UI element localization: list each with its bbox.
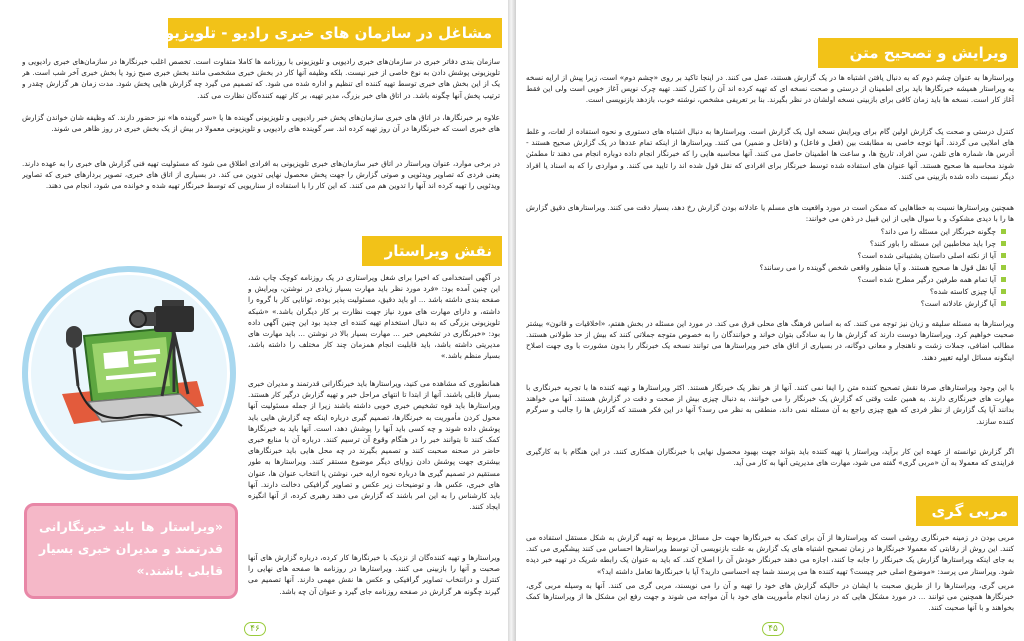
paragraph: مربی بودن در زمینه خبرنگاری روشی است که ویراستارها از آن برای کمک به خبرنگارها جهت حل مسائل مربوط به تهیه گزارش به شکل مستقل استفاده می کنند. این روش از رقابتی که معمولا خبرنگارها در زمان تصحیح اشتباه های یک گزارش به علت بازنویسی آن توسط ویراستارها احساس می کنند پیشگیری می کند. به جای اینکه ویراستارها گزارش یک خبرنگار را جابه جا کنند، اجازه می دهند خبرنگار خودش آن را اصلاح کند. که باید به عنوان یک رابطه شریک در تهیه خبر دیده شود. ویراستار می پرسد: «موضوع اصلی خبر چیست؟ تهیه کننده ها می پرسند شما چه احساسی دارید؟ آیا با خبرنگارها تعامل داشته اید؟» <box>526 533 1014 576</box>
paragraph: در برخی موارد، عنوان ویراستار در اتاق خبر سازمان‌های خبری تلویزیونی به افرادی اطلاق می شود که مسئولیت تهیه فنی گزارش های خبری را به عهده دارند. یعنی فردی که تصاویر ویدئویی و صوتی گزارش را جهت پخش محصول نهایی تدوین می کند. در بسیاری از اتاق های خبری، تصویر بردارهای خبری که تصاویر ویدئویی را تهیه کرده اند آنها را تدوین هم می کنند. که این کار را با استفاده از سناریویی که توسط خبرنگار تهیه شده و خوانده می شود، انجام می دهند. <box>22 159 500 191</box>
paragraph: اگر گزارش توانسته از عهده این کار برآید، ویراستار یا تهیه کننده باید بتواند جهت بهبود محصول نهایی با خبرنگاران همکاری کنند. در این هنگام با به کارگیری فرایندی که معمولا به آن «مربی گری» گفته می شود، مهارت های مدیریتی آنها به کار می آید. <box>526 447 1014 468</box>
section-title: مشاغل در سازمان های خبری رادیو - تلویزیونی <box>144 24 492 42</box>
pull-quote <box>24 503 238 599</box>
paragraph: علاوه بر خبرنگارها، در اتاق های خبری سازمان‌های پخش خبر رادیویی و تلویزیونی گوینده ها یا «سر گوینده ها» نیز حضور دارند. که وظیفه شان خواندن گزارش های خبری است که خبرنگارها در آن روز تهیه کرده اند. سر گوینده های رادیویی و تلویزیونی معمولا در بیش از یک بخش خبری در روز ظاهر می شوند. <box>22 113 500 134</box>
paragraph: همانطوری که مشاهده می کنید، ویراستارها باید خبرنگارانی قدرتمند و مدیران خبری بسیار قابلی باشند. آنها از ابتدا تا انتهای مراحل خبر و تهیه گزارش درگیر کار هستند. ویراستارها باید قوه تشخیص خبری خوبی داشته باشند زیرا از جمله مسئولیت آنها محول کردن مأموریت به خبرنگارها، تصمیم گیری درباره اینکه چه گزارش هایی باید پوشش داده شوند و چه کسی باید آنها را پوشش دهد، است. آنها باید به خبرنگارها کمک کنند تا بتوانند خبر را در هنگام وقوع آن ترسیم کنند. درباره آن با منابع خبری حاضر در صحنه صحبت کنند و تصمیم بگیرند در چه محل هایی باید خبرنگارهای بیشتری جهت پوشش دادن زوایای دیگر موضوع مستقر کنند. ویراستارها به طور مستقیم در تصمیم گیری ها درباره نحوه ارایه خبر، نوشتن یا انتخاب عنوان ها، عنوان های خبری، عکس ها، و توضیحات زیر عکس و تصاویر گرافیکی دخالت دارند. آنها باید کارشناس را به این امر باشند که گزارش می دهند رهبری کرده، از آنها انگیزه ایجاد کنند. <box>248 379 500 512</box>
paragraph: همچنین ویراستارها نسبت به خطاهایی که ممکن است در مورد واقعیت های مسلم یا عادلانه بودن گزارش رخ دهد، بسیار دقت می کنند. ویراستارهای دقیق گزارش ها را با دیدی مشکوک و با سوال هایی از این قبیل در ذهن می خوانند: <box>526 203 1014 224</box>
paragraph: مربی گری، ویراستارها را از طریق صحبت با ایشان در حالیکه گزارش های خود را تهیه و آن را می نویسند، مربی گری می کنند. آنها به وسیله مربی گری، خبرنگارها همچنین می توانند ... در مورد مشکل هایی که در زمان انجام مأموریت های خود با آن مواجه می شوند و جهت رفع این مشکل ها از ویراستارها کمک بخواهند و با آنها صحبت کنند. <box>526 581 1014 613</box>
paragraph: کنترل درستی و صحت یک گزارش اولین گام برای ویرایش نسخه اول یک گزارش است. ویراستارها به دنبال اشتباه های دستوری و نحوه استفاده از لغات، و غلط های املایی می گردند. آنها توجه خاصی به مطابقت بین (فعل و فاعل) و (فاعل و ضمیر) می کنند. ویراستارها از اینکه تمام عددها در یک گزارش صحیح هستند - آدرس ها، شماره های تلفن، سن افراد، تاریخ ها، و ساعت ها اطمینان حاصل می کنند. آنها محاسبه هایی را که خبرنگار انجام داده دوباره انجام می دهند تا مطمئن شوند محاسبه ها صحیح هستند. آنها عنوان های استفاده شده توسط خبرنگار برای افرادی که نقل قول شده اند را تایید می کنند. و مواردی را که به اسناد یا افراد دیگر نسبت داده شده بازبینی می کنند. <box>526 127 1014 181</box>
section-header-coaching <box>916 496 1018 526</box>
list-item: آیا تمام همه طرفین درگیر مطرح شده است؟ <box>760 274 1006 286</box>
page-number: ۴۶ <box>244 622 266 636</box>
list-item: آیا چیزی کاسته شده؟ <box>760 286 1006 298</box>
pull-quote-text: «ویراستار ها باید خبرنگارانی قدرتمند و مدیران خبری بسیار قابلی باشند.» <box>39 519 223 578</box>
section-title: ویرایش و تصحیح متن <box>849 44 1008 62</box>
list-item: چگونه خبرنگار این مسئله را می داند؟ <box>760 226 1006 238</box>
paragraph: ویراستارها به مسئله سلیقه و زبان نیز توجه می کنند. که به اساس فرهنگ های محلی فرق می کند. در مورد این مسئله در بخش هفتم، «اخلاقیات و قانون» بیشتر صحبت خواهیم کرد. ویراستارها دوست دارند که گزارش ها را به سادگی بتوان خواند و خوانندگان را به خصوص متوجه جملاتی کنند که بیش از حد طولانی هستند. مطالب اضافی، جملات زشت و ناهنجار و معانی دوگانه، در بسیاری از اتاق های خبر ویراستارها می توانند نسخه یک خبرنگار را بدون مشورت با وی جهت اصلاح اینگونه مسائل اولیه تغییر دهند. <box>526 319 1014 362</box>
right-page <box>516 0 1024 641</box>
left-page <box>0 0 508 641</box>
paragraph: ویراستارها و تهیه کننده‌گان از نزدیک با خبرنگارها کار کرده، درباره گزارش های آنها صحبت و آنها را بازبینی می کنند. ویراستارها در روزنامه ها صفحه های نهایی را کنترل و درانتخاب تصاویر گرافیکی و عکس ها نقش مهمی دارند. آنها تصمیم می گیرند چگونه هر گزارش در صفحه روزنامه جای گیرد و عنوان آن چه باشد. <box>248 553 500 596</box>
paragraph: ویراستارها به عنوان چشم دوم که به دنبال یافتن اشتباه ها در یک گزارش هستند، عمل می کنند. در اینجا تاکید بر روی «چشم دوم» است، زیرا پیش از ارایه نسخه به ویراستار همیشه خبرنگارها باید برای اطمینان از درستی و صحت نسخه ای که تهیه کرده اند آن را کنترل کنند. تهیه چرک نویس آغاز خوبی است ولی این فقط آغاز کار است. نسخه ها باید زمان کافی برای بازبینی نسخه اولشان در نظر بگیرند. بنا بر تعریفی مشخص، نوشته خوب، بازدهد بازنویسی است. <box>526 73 1014 105</box>
list-item: آیا نقل قول ها صحیح هستند. و آیا منظور واقعی شخص گوینده را می رسانند؟ <box>760 262 1006 274</box>
paragraph: با این وجود ویراستارهای صرفا نقش تصحیح کننده متن را ایفا نمی کنند. آنها از هر نظر یک خبرنگار هستند. اکثر ویراستارها و تهیه کننده ها با تجربه خبرنگاری با مهارت های خبرنگاری دارند. به همین علت وقتی که گزارش یک خبرنگار را می خوانند، به دنبال چیزی بیش از صحت و دقت در گزارش هستند. آنها می خواهند بدانند آیا یک گزارش از نظر فردی که هیچ چیزی راجع به آن مسئله نمی داند، منطقی به نظر می رسد؟ آنها در این فکر هستند که گزارش ها را جالب و سرگرم کننده سازند. <box>526 383 1014 426</box>
section-header-editing <box>818 38 1018 68</box>
list-item: آیا از نکته اصلی داستان پشتیبانی شده است؟ <box>760 250 1006 262</box>
section-header-broadcast-jobs <box>144 18 502 48</box>
list-item: چرا باید مخاطبین این مسئله را باور کنند؟ <box>760 238 1006 250</box>
question-list <box>760 226 1006 310</box>
list-item: آیا گزارش عادلانه است؟ <box>760 298 1006 310</box>
section-header-editor-role <box>362 236 502 266</box>
book-spine <box>508 0 516 641</box>
section-title: مربی گری <box>931 502 1008 520</box>
section-title: نقش ویراستار <box>384 242 492 260</box>
paragraph: سازمان بندی دفاتر خبری در سازمان‌های خبری رادیویی و تلویزیونی با روزنامه ها کاملا متفاوت است. تخصص اغلب خبرنگارها در سازمان‌های خبری رادیویی و تلویزیونی پوشش دادن به نوع خاصی از خبر نیست. بلکه وظیفه آنها کار در بخش خبری مشخصی مانند بخش خبری صبح زود یا بخش خبری آخر شب است. هر یک از این بخش های خبری توسط تهیه کننده ای تنظیم و اداره شده می شود. که تصمیم می گیرد چه گزارش هایی پخش شود. مدت زمان هر گزارش چقدر و ترتیب پخش آنها چگونه باشد. در اتاق های خبر بزرگ، مدیر تهیه، بر کار تهیه کننده‌گان نظارت می کند. <box>22 57 500 100</box>
page-number: ۴۵ <box>762 622 784 636</box>
tv-camera-laptop-microphone-icon <box>22 266 236 480</box>
paragraph: در آگهی استخدامی که اخیرا برای شغل ویراستاری در یک روزنامه کوچک چاپ شد، این چنین آمده بود: «فرد مورد نظر باید مهارت بسیار زیادی در نوشتن، ویرایش و صفحه بندی داشته باشد ... او باید دقیق، مسئولیت پذیر بوده، توانایی کار با گروه را داشته، و دارای مهارت های مورد نیاز جهت نظارت بر کار دیگران باشد.» «شبکه تلویزیونی بزرگی که به دنبال استخدام تهیه کننده ای جدید بود این چنین آگهی داده بود: «خبرنگاری در تشخیص خبر ... مهارت بسیار بالا در نوشتن ... باید مهارت های مدیریتی داشته باشد، باید قابلیت انجام همزمان چند کار مختلف را داشته باشد، بسیار منظم باشد.» <box>248 273 500 361</box>
